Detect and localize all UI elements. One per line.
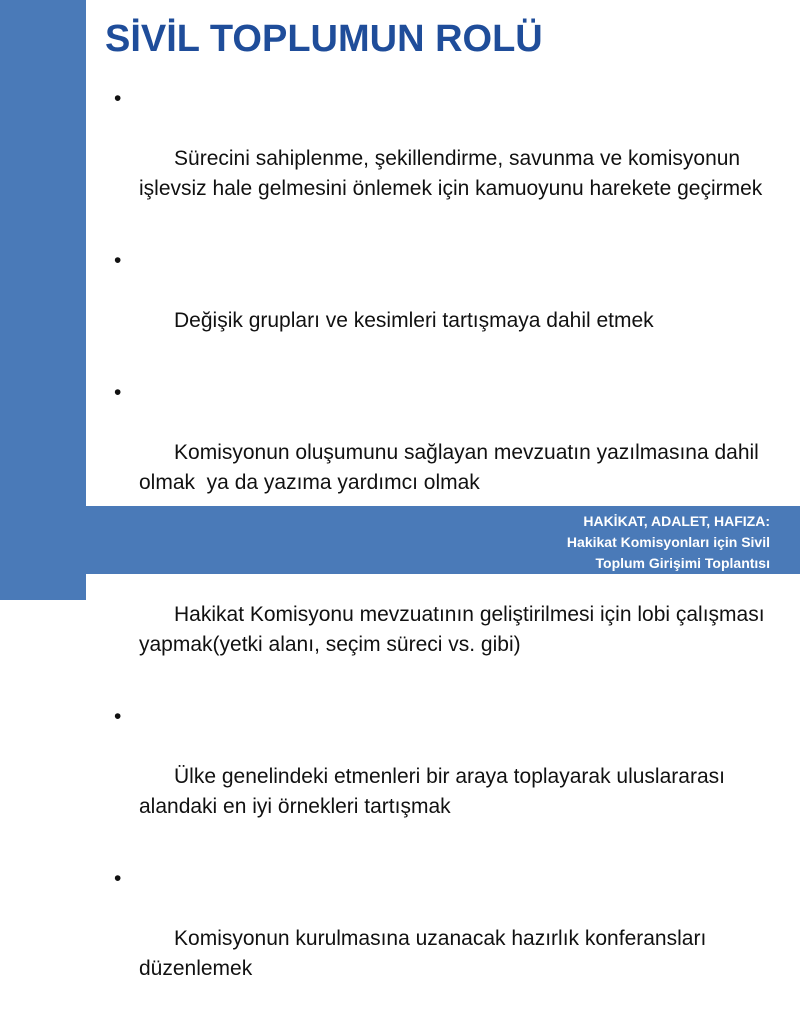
bullet-icon: • <box>114 87 122 110</box>
footer-line-2: Hakikat Komisyonları için Sivil <box>566 534 770 550</box>
bullet-text: Komisyonun oluşumunu sağlayan mevzuatın yazılmasına dahil olmak ya da yazıma yardımcı olmak <box>139 441 765 494</box>
bullet-text: Komisyonun kurulmasına uzanacak hazırlık konferansları düzenlemek <box>139 927 713 980</box>
bullet-text: Ülke genelindeki etmenleri bir araya toplayarak uluslararası alandaki en iyi örnekleri tartışmak <box>139 765 731 818</box>
bullet-icon: • <box>114 381 122 404</box>
footer-caption <box>567 511 770 574</box>
bullet-item <box>112 246 800 366</box>
bullet-icon: • <box>114 705 122 728</box>
bullet-icon: • <box>114 867 122 890</box>
bullet-text: Hakikat Komisyonu mevzuatının geliştirilmesi için lobi çalışması yapmak(yetki alanı, seçim süreci vs. gibi) <box>139 603 771 656</box>
footer-line-1: HAKİKAT, ADALET, HAFIZA: <box>583 513 770 529</box>
bullet-text: Değişik grupları ve kesimleri tartışmaya dahil etmek <box>174 309 654 332</box>
footer-banner <box>86 506 800 574</box>
bullet-item <box>112 702 800 852</box>
left-accent-bar <box>0 0 86 600</box>
bullet-item <box>112 864 800 1014</box>
bullet-text: Sürecini sahiplenme, şekillendirme, savunma ve komisyonun işlevsiz hale gelmesini önlemek için kamuoyunu harekete geçirmek <box>139 147 763 200</box>
bullet-item <box>112 84 800 234</box>
slide-title: SİVİL TOPLUMUN ROLÜ <box>105 18 543 60</box>
footer-line-3: Toplum Girişimi Toplantısı <box>595 555 770 571</box>
bullet-icon: • <box>114 249 122 272</box>
